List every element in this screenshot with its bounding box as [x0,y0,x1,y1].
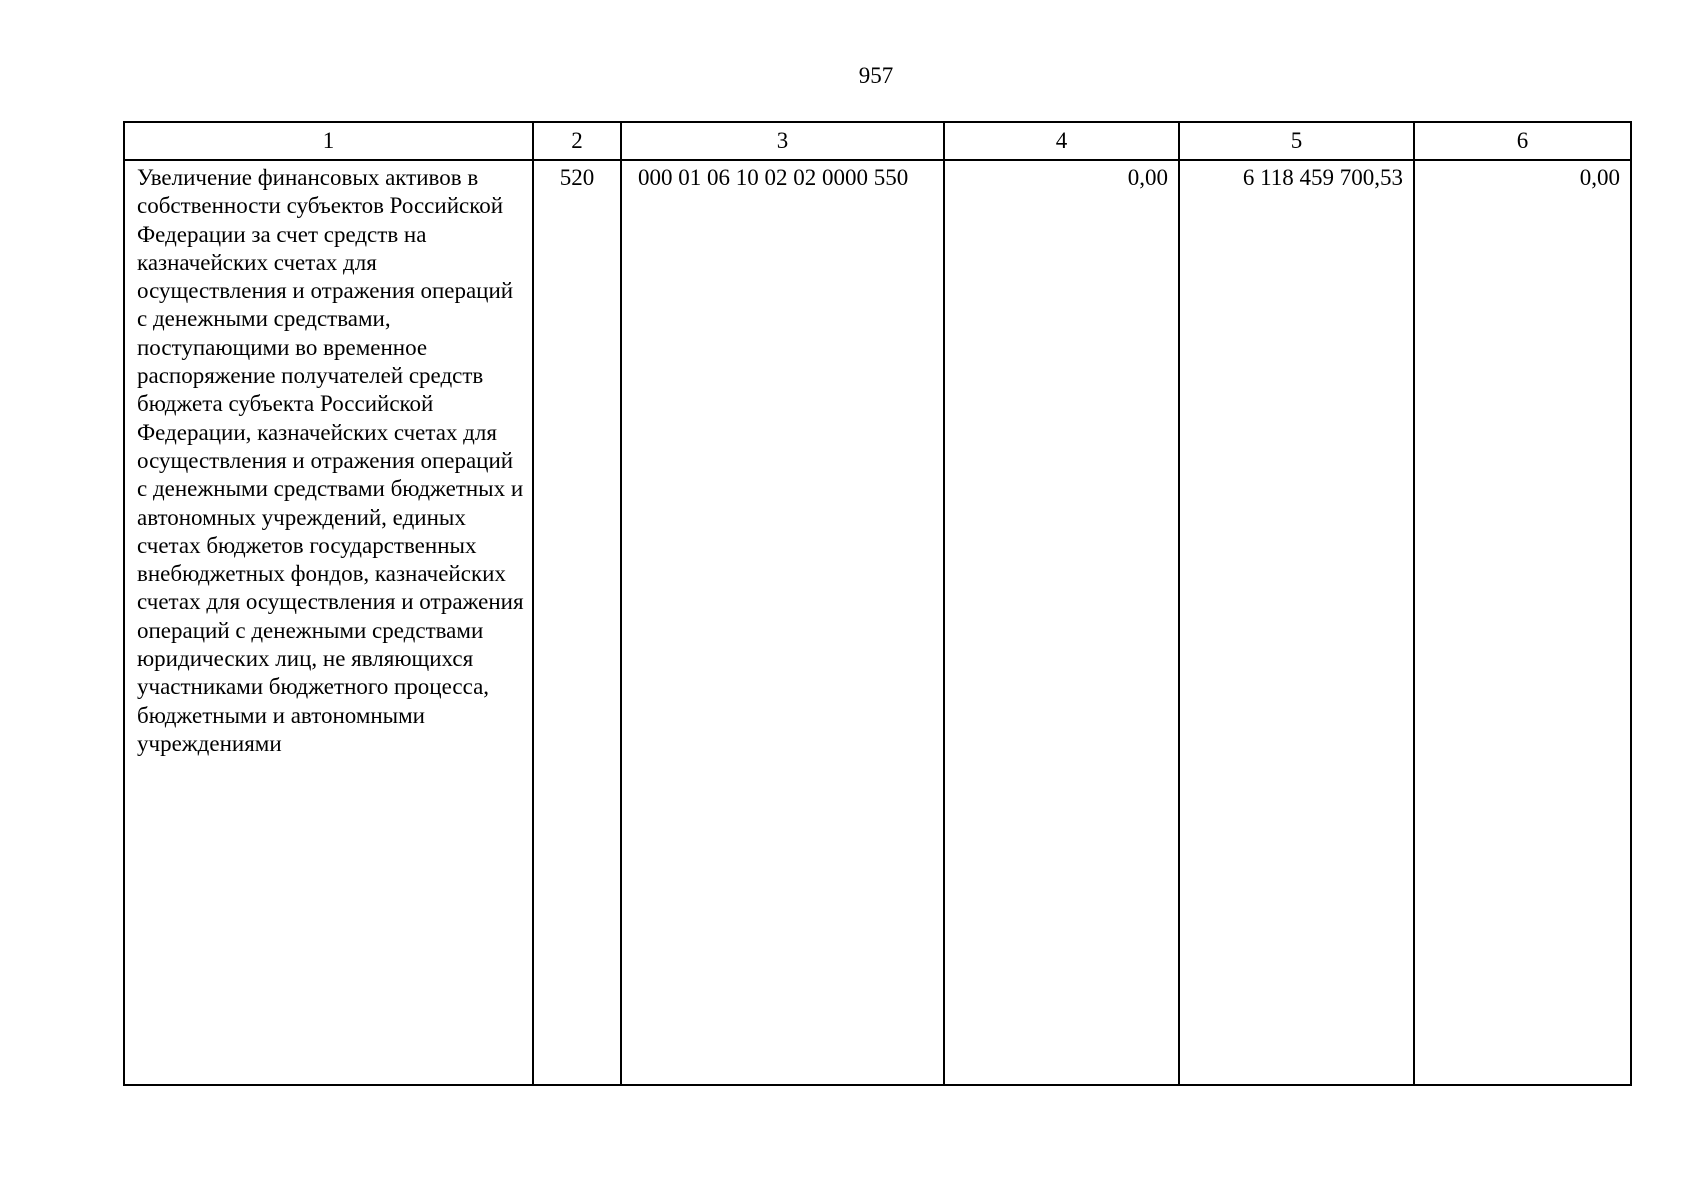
header-col-2: 2 [533,122,621,160]
page-number: 957 [858,63,894,88]
header-col-4: 4 [944,122,1179,160]
row-name-cell: Увеличение финансовых активов в собственности субъектов Российской Федерации за счет средств на казначейских счетах для осуществления и отражения операций с денежными средствами, поступающими во временное распоряжение получателей средств бюджета субъекта Российской Федерации, казначейских счетах для осуществления и отражения операций с денежными средствами бюджетных и автономных учреждений, единых счетах бюджетов государственных внебюджетных фондов, казначейских счетах для осуществления и отражения операций с денежными средствами юридических лиц, не являющихся участниками бюджетного процесса, бюджетными и автономными учреждениями [124,160,533,1085]
header-col-6: 6 [1414,122,1631,160]
row-line-code-cell: 520 [533,160,621,1085]
row-classification-code-cell: 000 01 06 10 02 02 0000 550 [621,160,944,1085]
header-col-3: 3 [621,122,944,160]
header-col-5: 5 [1179,122,1414,160]
header-col-1: 1 [124,122,533,160]
row-col4-value-cell: 0,00 [944,160,1179,1085]
table-row [124,160,1631,1085]
row-col5-value-cell: 6 118 459 700,53 [1179,160,1414,1085]
table-header-row [124,122,1631,160]
row-col6-value-cell: 0,00 [1414,160,1631,1085]
budget-table [123,121,1632,1086]
